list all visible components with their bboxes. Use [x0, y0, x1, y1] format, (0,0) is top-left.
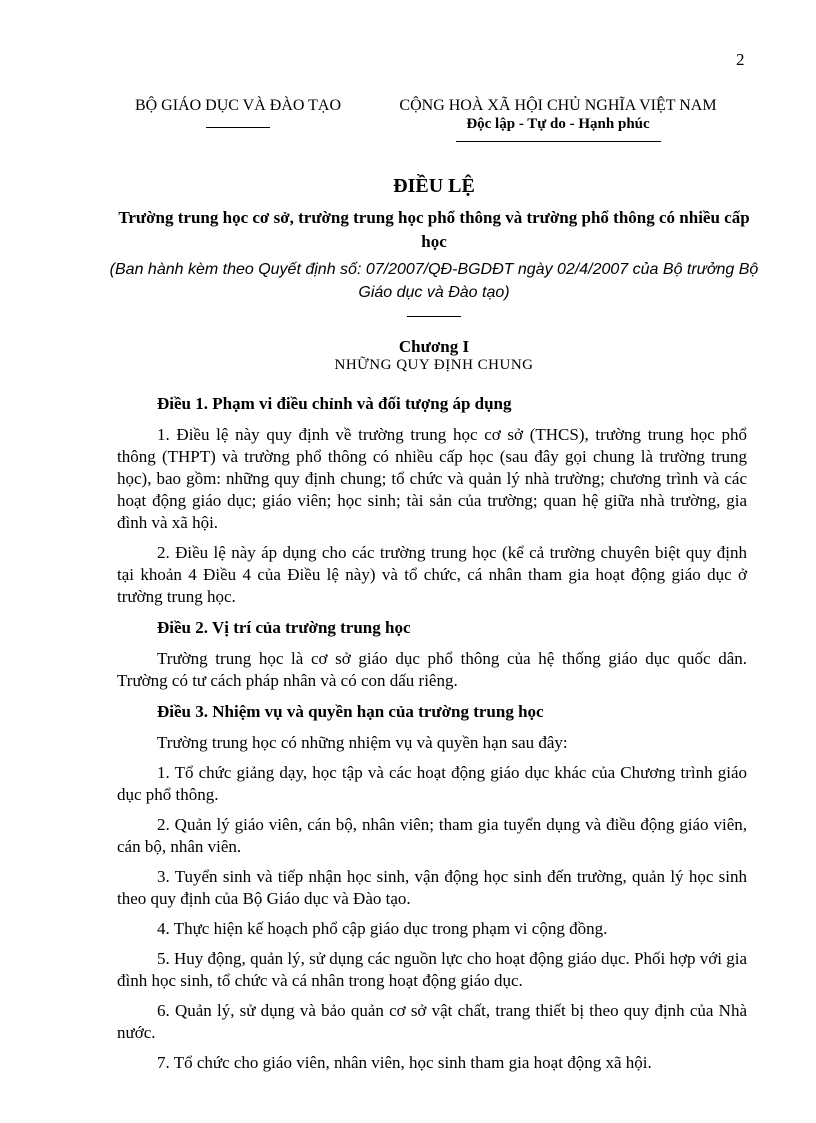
article-3-item-5: 5. Huy động, quản lý, sử dụng các nguồn lực cho hoạt động giáo dục. Phối hợp với gia đình học sinh, tổ chức và cá nhân trong hoạt động giáo dục.: [117, 949, 747, 990]
ministry-underline: [206, 127, 270, 128]
chapter-name: NHỮNG QUY ĐỊNH CHUNG: [334, 357, 534, 373]
motto-underline: [456, 141, 661, 142]
article-1-paragraph-2: 2. Điều lệ này áp dụng cho các trường trung học (kể cả trường chuyên biệt quy định tại khoản 4 Điều 4 của Điều lệ này) và tổ chức, cá nhân tham gia hoạt động giáo dục ở trường trung học.: [117, 543, 747, 606]
article-2-heading: Điều 2. Vị trí của trường trung học: [157, 618, 411, 637]
document-body: [117, 392, 747, 1082]
article-3-item-1: 1. Tổ chức giảng dạy, học tập và các hoạt động giáo dục khác của Chương trình giáo dục phổ thông.: [117, 763, 747, 804]
title-divider: [407, 316, 461, 317]
article-3-heading: Điều 3. Nhiệm vụ và quyền hạn của trường trung học: [157, 702, 544, 721]
article-2-paragraph-1: Trường trung học là cơ sở giáo dục phổ thông của hệ thống giáo dục quốc dân. Trường có tư cách pháp nhân và có con dấu riêng.: [117, 649, 747, 690]
article-1-heading: Điều 1. Phạm vi điều chỉnh và đối tượng áp dụng: [157, 394, 512, 413]
national-motto: Độc lập - Tự do - Hạnh phúc: [466, 116, 650, 132]
page-number: 2: [736, 50, 745, 69]
chapter-number: Chương I: [398, 337, 470, 356]
country-header: [372, 97, 744, 142]
article-3-item-2: 2. Quản lý giáo viên, cán bộ, nhân viên; tham gia tuyển dụng và điều động giáo viên, cán bộ, nhân viên.: [117, 815, 747, 856]
decision-reference: (Ban hành kèm theo Quyết định số: 07/2007/QĐ-BGDĐT ngày 02/4/2007 của Bộ trưởng Bộ Giáo dục và Đào tạo): [109, 261, 759, 301]
article-3-item-3: 3. Tuyển sinh và tiếp nhận học sinh, vận động học sinh đến trường, quản lý học sinh theo quy định của Bộ Giáo dục và Đào tạo.: [117, 867, 747, 908]
document-subtitle: Trường trung học cơ sở, trường trung học phổ thông và trường phổ thông có nhiều cấp học: [118, 208, 750, 251]
country-name: CỘNG HOÀ XÃ HỘI CHỦ NGHĨA VIỆT NAM: [399, 97, 717, 114]
ministry-header: [118, 97, 358, 128]
article-1-paragraph-1: 1. Điều lệ này quy định về trường trung học cơ sở (THCS), trường trung học phổ thông (THPT) và trường phổ thông có nhiều cấp học (sau đây gọi chung là trường trung học), bao gồm: những quy định chung; tổ chức và quản lý nhà trường; chương trình và các hoạt động giáo dục; giáo viên; học sinh; tài sản của trường; quan hệ giữa nhà trường, gia đình và xã hội.: [117, 425, 747, 532]
document-title: ĐIỀU LỆ: [393, 175, 475, 197]
article-3-intro: Trường trung học có những nhiệm vụ và quyền hạn sau đây:: [157, 733, 568, 752]
article-3-item-7: 7. Tổ chức cho giáo viên, nhân viên, học sinh tham gia hoạt động xã hội.: [157, 1053, 652, 1072]
article-3-item-6: 6. Quản lý, sử dụng và bảo quản cơ sở vật chất, trang thiết bị theo quy định của Nhà nước.: [117, 1001, 747, 1042]
article-3-item-4: 4. Thực hiện kế hoạch phổ cập giáo dục trong phạm vi cộng đồng.: [157, 919, 608, 938]
ministry-name: BỘ GIÁO DỤC VÀ ĐÀO TẠO: [134, 97, 342, 114]
